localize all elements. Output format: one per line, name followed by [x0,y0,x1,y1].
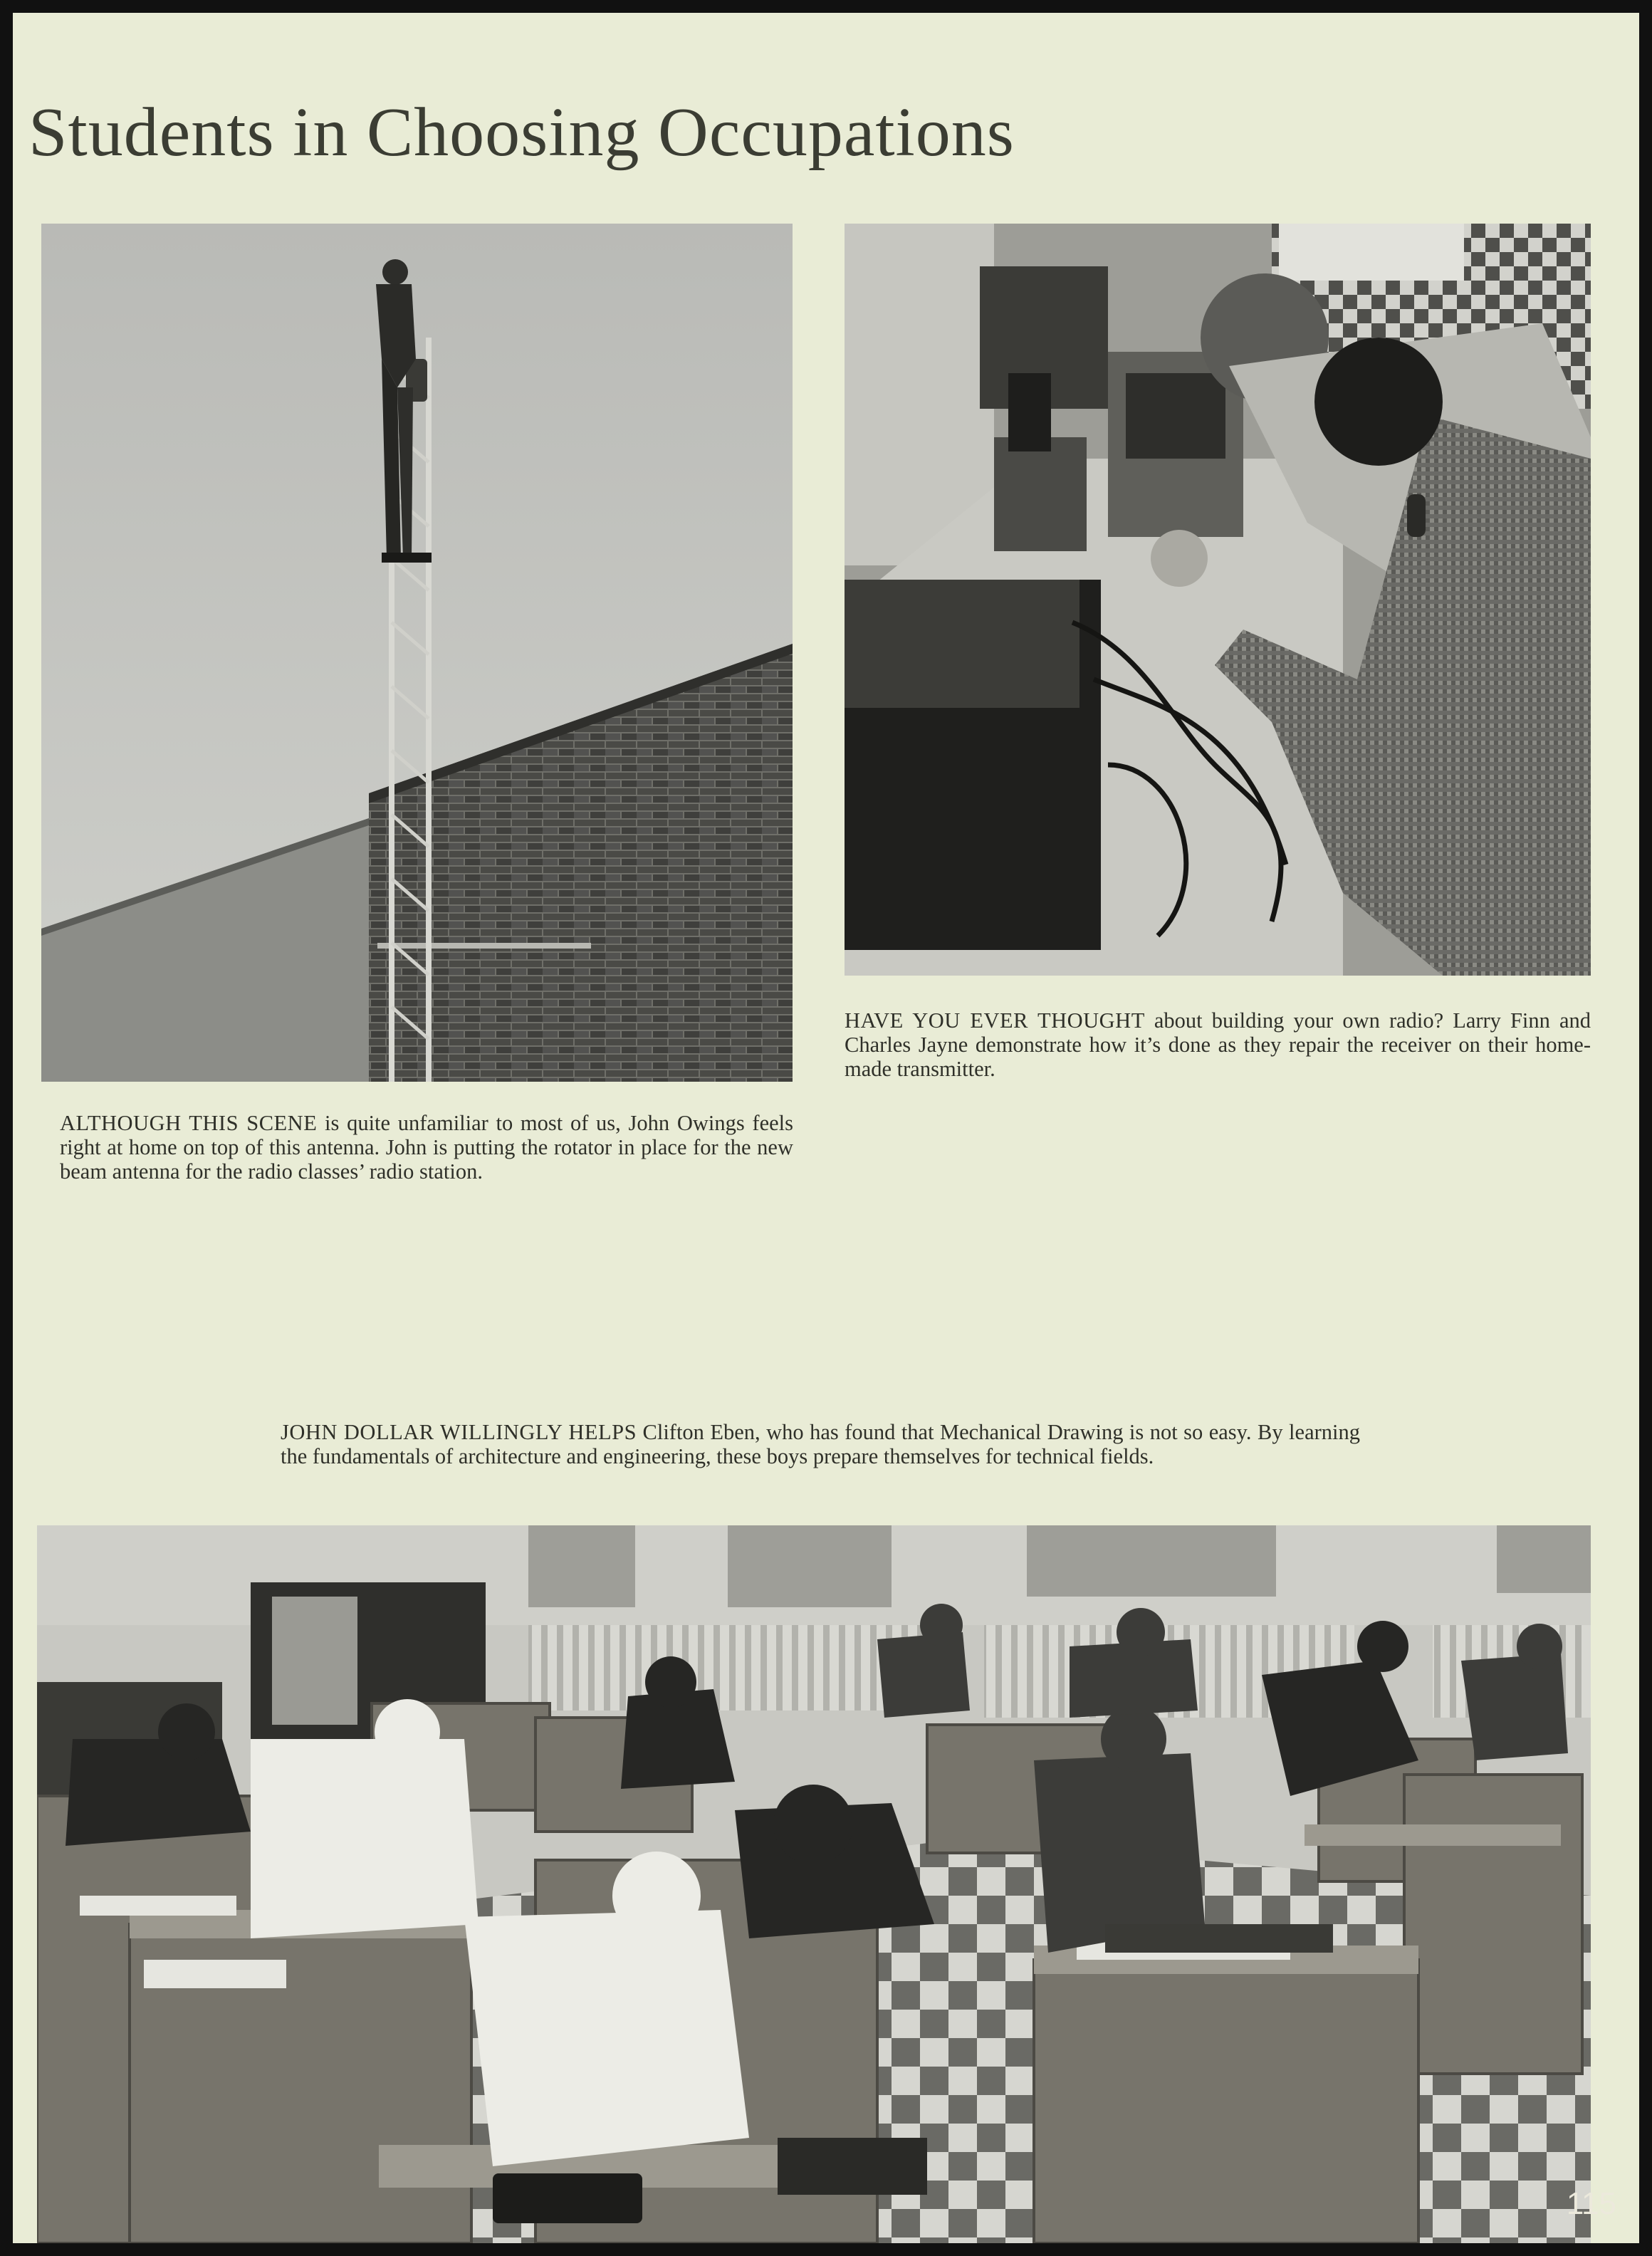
radio-photo [845,224,1591,976]
page-title: Students in Choosing Occupations [28,94,1015,171]
antenna-caption-lead: ALTHOUGH THIS SCENE [60,1111,318,1135]
drafting-caption-lead: JOHN DOLLAR WILLINGLY HELPS [281,1420,637,1444]
radio-caption-body: about building your own radio? Larry Finn and Charles Jayne demonstrate how it’s done as they repair the receiver on their home-made transmitter. [845,1008,1591,1081]
radio-caption [845,1008,1591,1081]
drafting-caption [281,1420,1360,1468]
radio-caption-lead: HAVE YOU EVER THOUGHT [845,1008,1145,1033]
antenna-caption [60,1111,793,1184]
antenna-caption-body: is quite unfamiliar to most of us, John Owings feels right at home on top of this antenna. John is putting the rotator in place for the new beam antenna for the radio classes’ radio station. [60,1111,793,1184]
antenna-photo [41,224,793,1082]
yearbook-page [13,13,1639,2243]
page-number: 115 [1566,2186,1616,2221]
drafting-photo [37,1525,1591,2243]
drafting-caption-body: Clifton Eben, who has found that Mechanical Drawing is not so easy. By learning the fundamentals of architecture and engineering, these boys prepare themselves for technical fields. [281,1420,1360,1468]
